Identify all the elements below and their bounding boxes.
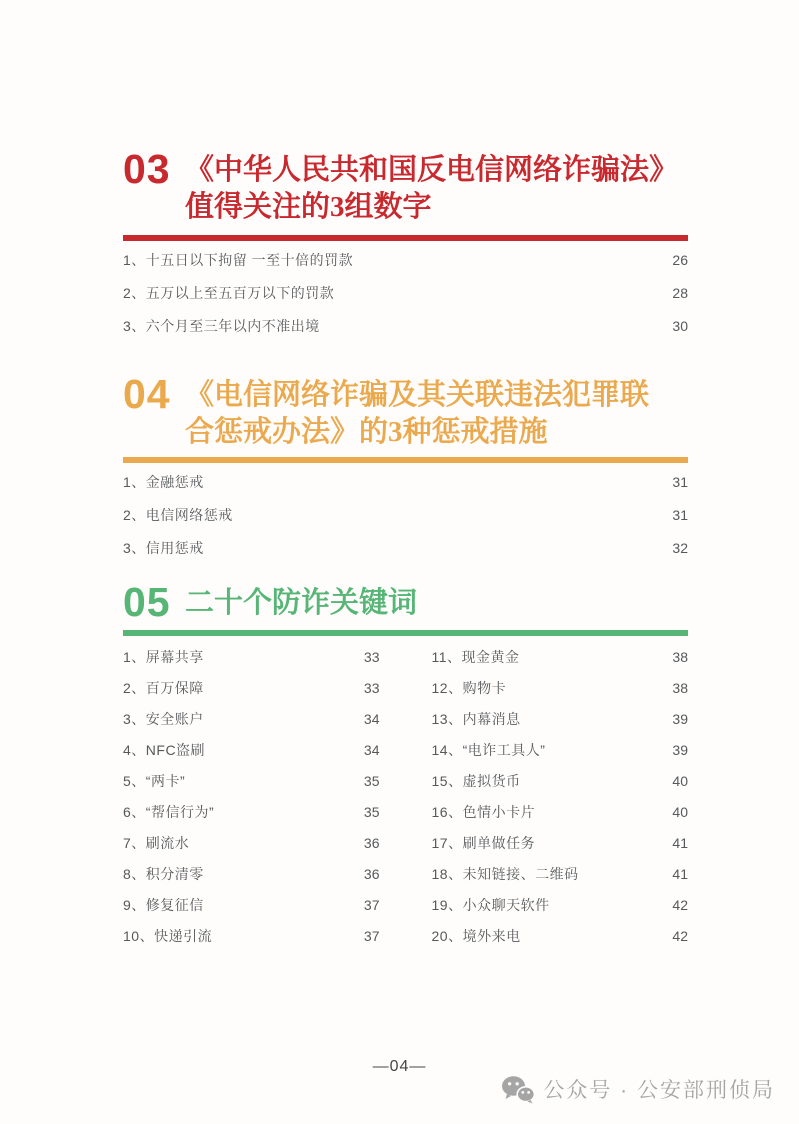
toc-entry-page: 32 [672,539,688,556]
section-05-title-line1: 二十个防诈关键词 [185,587,418,619]
toc-entry-page: 41 [672,834,688,851]
section-04-number: 04 [123,371,171,417]
toc-entry[interactable] [432,672,689,703]
section-03-list [123,243,688,342]
toc-entry[interactable] [432,858,689,889]
toc-entry-page: 40 [672,803,688,820]
section-05 [123,579,688,951]
toc-entry-label: 4、NFC盗刷 [123,741,206,758]
toc-entry-page: 36 [363,865,380,882]
toc-entry-page: 38 [672,648,688,665]
section-03-title [185,152,678,226]
section-03-number: 03 [123,146,171,192]
toc-entry[interactable] [432,796,689,827]
section-03-divider [123,235,688,241]
toc-entry-page: 41 [672,865,688,882]
toc-entry-label: 14、“电诈工具人” [431,741,546,758]
toc-entry-label: 7、刷流水 [123,834,190,851]
toc-entry[interactable] [123,796,380,827]
toc-entry[interactable] [432,641,689,672]
wechat-watermark [501,1074,775,1104]
toc-entry-page: 30 [672,317,688,334]
section-04-title [185,377,649,451]
section-03-title-line1: 《中华人民共和国反电信网络诈骗法》 [185,154,679,186]
toc-entry-label: 3、安全账户 [123,710,204,727]
toc-entry-label: 1、金融惩戒 [123,473,204,490]
section-05-title [185,585,417,622]
toc-entry-label: 3、六个月至三年以内不准出境 [123,317,320,334]
section-05-header [123,579,688,625]
toc-entry-label: 2、百万保障 [123,679,204,696]
toc-entry-label: 12、购物卡 [431,679,507,696]
toc-entry-page: 28 [672,284,688,301]
toc-entry-label: 1、屏幕共享 [123,648,204,665]
toc-entry-page: 34 [363,710,380,727]
toc-entry-label: 19、小众聊天软件 [431,896,550,913]
toc-entry-page: 37 [363,927,380,944]
toc-entry[interactable] [123,920,380,951]
toc-entry-page: 42 [672,927,688,944]
toc-entry-page: 35 [363,803,380,820]
toc-entry[interactable] [123,531,688,564]
toc-entry-label: 18、未知链接、二维码 [431,865,579,882]
toc-entry-page: 39 [672,710,688,727]
toc-entry-label: 17、刷单做任务 [431,834,536,851]
toc-entry-page: 39 [672,741,688,758]
toc-entry-label: 20、境外来电 [431,927,521,944]
toc-entry[interactable] [123,641,380,672]
toc-entry-label: 9、修复征信 [123,896,204,913]
section-04-list [123,465,688,564]
section-04-divider [123,457,688,463]
toc-entry[interactable] [123,465,688,498]
toc-entry[interactable] [123,827,380,858]
toc-entry[interactable] [432,765,689,796]
toc-entry-page: 35 [363,772,380,789]
keyword-columns [123,641,688,951]
toc-entry-label: 6、“帮信行为” [123,803,215,820]
toc-entry-label: 10、快递引流 [123,927,213,944]
section-04-title-line2: 合惩戒办法》的3种惩戒措施 [185,416,548,448]
toc-entry-page: 42 [672,896,688,913]
toc-entry-page: 33 [363,648,380,665]
section-03-header [123,146,688,226]
toc-entry-page: 34 [363,741,380,758]
toc-content [123,146,688,951]
watermark-text: 公众号 · 公安部刑侦局 [543,1079,775,1102]
toc-entry-label: 3、信用惩戒 [123,539,204,556]
section-04 [123,371,688,564]
toc-entry-page: 31 [672,506,688,523]
toc-entry[interactable] [123,498,688,531]
toc-entry-page: 33 [363,679,380,696]
section-05-number: 05 [123,579,171,625]
toc-entry-label: 2、电信网络惩戒 [123,506,233,523]
section-05-divider [123,630,688,636]
toc-entry[interactable] [123,889,380,920]
section-04-header [123,371,688,451]
toc-entry[interactable] [432,703,689,734]
toc-entry[interactable] [123,703,380,734]
toc-entry[interactable] [123,243,688,276]
toc-entry[interactable] [432,734,689,765]
toc-entry-label: 2、五万以上至五百万以下的罚款 [123,284,335,301]
wechat-icon [501,1075,535,1104]
toc-entry-page: 26 [672,251,688,268]
toc-entry-label: 13、内幕消息 [431,710,521,727]
toc-entry[interactable] [432,889,689,920]
toc-entry[interactable] [123,276,688,309]
page-number-label: —04— [372,1058,427,1075]
toc-entry-label: 16、色情小卡片 [431,803,536,820]
toc-entry-page: 31 [672,473,688,490]
toc-entry[interactable] [123,765,380,796]
section-03 [123,146,688,342]
toc-entry-label: 15、虚拟货币 [431,772,521,789]
keyword-column-left [123,641,380,951]
toc-entry[interactable] [123,734,380,765]
toc-entry[interactable] [432,827,689,858]
section-04-title-line1: 《电信网络诈骗及其关联违法犯罪联 [185,379,650,411]
toc-entry[interactable] [432,920,689,951]
toc-entry[interactable] [123,672,380,703]
section-03-title-line2: 值得关注的3组数字 [185,191,432,223]
toc-entry-page: 37 [363,896,380,913]
toc-entry-page: 36 [363,834,380,851]
toc-entry[interactable] [123,858,380,889]
toc-entry-label: 8、积分清零 [123,865,204,882]
toc-entry[interactable] [123,309,688,342]
toc-entry-label: 1、十五日以下拘留 一至十倍的罚款 [123,251,354,268]
toc-entry-page: 38 [672,679,688,696]
toc-entry-label: 5、“两卡” [123,772,186,789]
toc-entry-page: 40 [672,772,688,789]
keyword-column-right [432,641,689,951]
toc-entry-label: 11、现金黄金 [431,648,520,665]
